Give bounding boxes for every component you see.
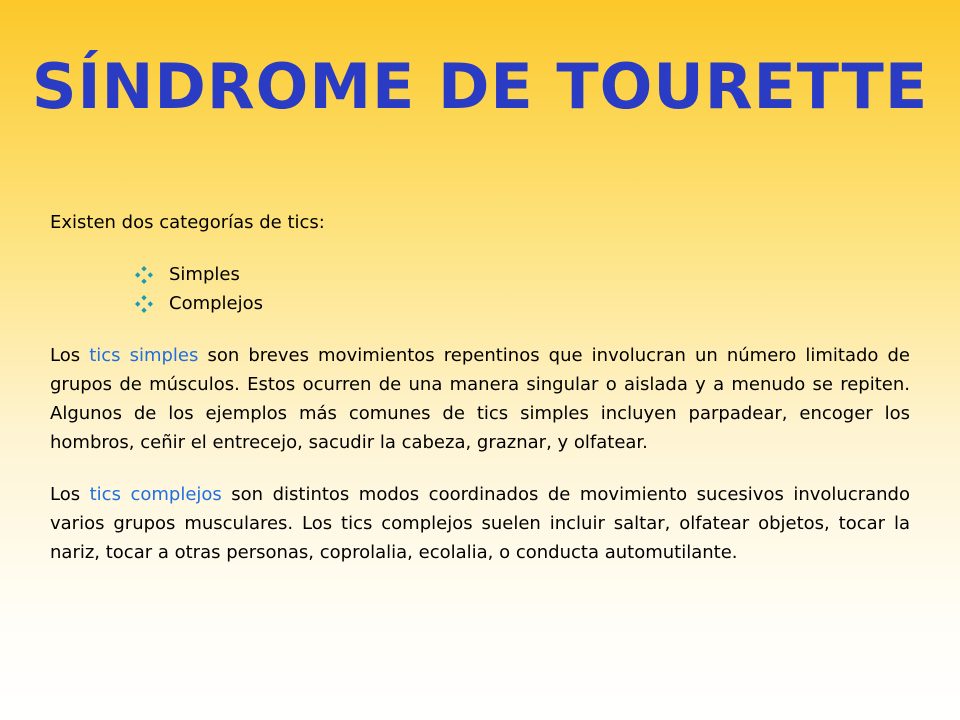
diamond-bullet-icon: [135, 295, 153, 313]
slide-title: SÍNDROME DE TOURETTE: [31, 50, 929, 123]
paragraph-text: son distintos modos coordinados de movimiento sucesivos involucrando varios grupos musculares. Los tics complejos suelen incluir saltar, olfatear objetos, tocar la nariz, tocar a otras personas, coprolalia, ecolalia, o conducta automutilante.: [50, 484, 910, 563]
bullet-label: Complejos: [169, 293, 264, 314]
bullet-item-simples: [135, 260, 910, 289]
bullet-list: [50, 260, 910, 318]
paragraph-text: Los: [50, 484, 90, 505]
paragraph-complex-tics: [50, 480, 910, 567]
highlight-term: tics simples: [89, 345, 199, 366]
highlight-term: tics complejos: [89, 484, 222, 505]
bullet-label: Simples: [169, 264, 240, 285]
paragraph-text: Los: [50, 345, 90, 366]
intro-text: Existen dos categorías de tics:: [50, 212, 325, 233]
paragraph-text: son breves movimientos repentinos que involucran un número limitado de grupos de músculos. Estos ocurren de una manera singular o aislada y a menudo se repiten. Algunos de los ejemplos más comunes de tics simples incluyen parpadear, encoger los hombros, ceñir el entrecejo, sacudir la cabeza, graznar, y olfatear.: [50, 345, 910, 453]
bullet-item-complejos: [135, 289, 910, 318]
slide-content: [50, 208, 910, 590]
diamond-bullet-icon: [135, 266, 153, 284]
paragraph-simple-tics: [50, 341, 910, 457]
